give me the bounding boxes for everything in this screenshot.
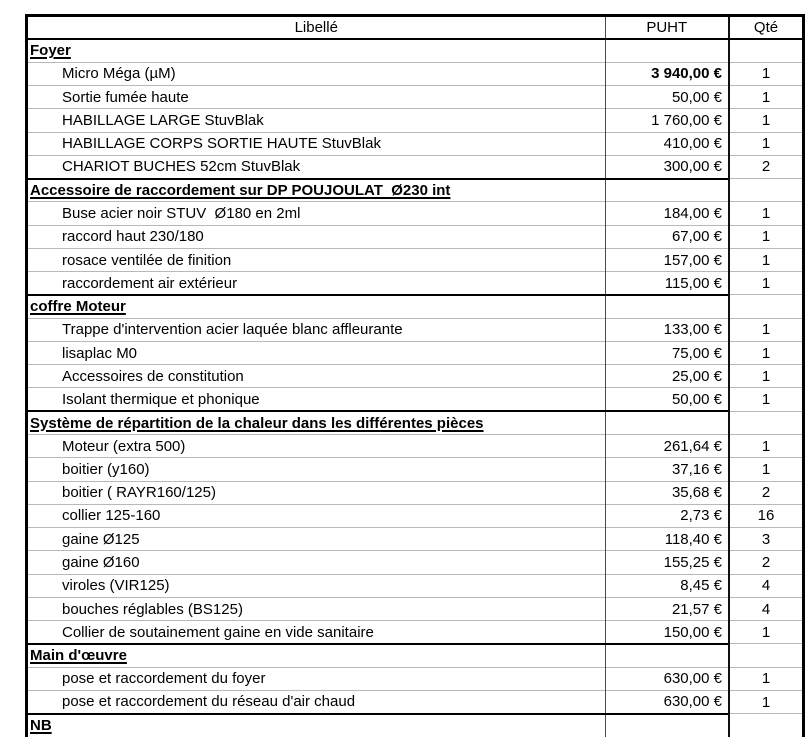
qty-cell: 4 [729, 574, 802, 597]
qty-cell: 1 [729, 225, 802, 248]
qty-cell: 1 [729, 388, 802, 411]
qty-cell: 1 [729, 341, 802, 364]
qty-cell: 16 [729, 504, 802, 527]
puht-cell: 157,00 € [605, 248, 729, 271]
puht-cell: 25,00 € [605, 365, 729, 388]
puht-cell: 1 760,00 € [605, 109, 729, 132]
puht-cell: 75,00 € [605, 341, 729, 364]
qty-cell: 1 [729, 202, 802, 225]
qty-cell [729, 714, 802, 737]
item-row [28, 341, 802, 364]
item-label-cell: Trappe d'intervention acier laquée blanc affleurante [28, 318, 605, 341]
item-label-cell: Buse acier noir STUV Ø180 en 2ml [28, 202, 605, 225]
puht-cell: 150,00 € [605, 621, 729, 644]
section-row [28, 179, 802, 202]
qty-cell: 3 [729, 528, 802, 551]
section-label-cell: Accessoire de raccordement sur DP POUJOULAT Ø230 int [28, 179, 605, 202]
qty-cell: 1 [729, 62, 802, 85]
puht-cell: 300,00 € [605, 155, 729, 178]
item-label-cell: gaine Ø125 [28, 528, 605, 551]
item-label-cell: CHARIOT BUCHES 52cm StuvBlak [28, 155, 605, 178]
puht-cell: 67,00 € [605, 225, 729, 248]
puht-cell [605, 411, 729, 434]
qty-cell: 2 [729, 155, 802, 178]
puht-cell: 184,00 € [605, 202, 729, 225]
quote-table [25, 14, 805, 737]
item-label-cell: boitier ( RAYR160/125) [28, 481, 605, 504]
item-row [28, 365, 802, 388]
item-row [28, 574, 802, 597]
item-row [28, 225, 802, 248]
item-row [28, 667, 802, 690]
item-row [28, 621, 802, 644]
item-label-cell: boitier (y160) [28, 458, 605, 481]
puht-cell: 35,68 € [605, 481, 729, 504]
item-row [28, 597, 802, 620]
qty-cell: 1 [729, 621, 802, 644]
section-row [28, 39, 802, 62]
item-row [28, 202, 802, 225]
column-header-qte: Qté [729, 17, 802, 39]
puht-cell [605, 179, 729, 202]
item-label-cell: Moteur (extra 500) [28, 435, 605, 458]
item-row [28, 504, 802, 527]
column-header-puht: PUHT [605, 17, 729, 39]
qty-cell [729, 411, 802, 434]
table-body [28, 39, 802, 737]
table-header [28, 17, 802, 39]
item-row [28, 109, 802, 132]
qty-cell: 4 [729, 597, 802, 620]
section-row [28, 714, 802, 737]
section-label-cell: NB [28, 714, 605, 737]
qty-cell: 1 [729, 365, 802, 388]
qty-cell: 1 [729, 132, 802, 155]
column-header-libelle: Libellé [28, 17, 605, 39]
item-row [28, 458, 802, 481]
item-row [28, 528, 802, 551]
item-row [28, 481, 802, 504]
item-label-cell: Micro Méga (µM) [28, 62, 605, 85]
qty-cell: 1 [729, 248, 802, 271]
qty-cell [729, 644, 802, 667]
qty-cell: 2 [729, 551, 802, 574]
qty-cell: 1 [729, 435, 802, 458]
puht-cell: 115,00 € [605, 272, 729, 295]
puht-cell: 118,40 € [605, 528, 729, 551]
qty-cell [729, 179, 802, 202]
item-row [28, 132, 802, 155]
section-label-cell: coffre Moteur [28, 295, 605, 318]
header-row [28, 17, 802, 39]
item-label-cell: viroles (VIR125) [28, 574, 605, 597]
puht-cell: 3 940,00 € [605, 62, 729, 85]
puht-cell: 155,25 € [605, 551, 729, 574]
item-label-cell: raccord haut 230/180 [28, 225, 605, 248]
puht-cell: 261,64 € [605, 435, 729, 458]
section-row [28, 295, 802, 318]
qty-cell: 2 [729, 481, 802, 504]
puht-cell: 8,45 € [605, 574, 729, 597]
qty-cell: 1 [729, 458, 802, 481]
item-label-cell: gaine Ø160 [28, 551, 605, 574]
item-label-cell: collier 125-160 [28, 504, 605, 527]
puht-cell: 50,00 € [605, 388, 729, 411]
item-label-cell: rosace ventilée de finition [28, 248, 605, 271]
item-row [28, 155, 802, 178]
qty-cell [729, 295, 802, 318]
puht-cell: 630,00 € [605, 667, 729, 690]
item-row [28, 86, 802, 109]
item-row [28, 318, 802, 341]
item-label-cell: pose et raccordement du foyer [28, 667, 605, 690]
puht-cell: 50,00 € [605, 86, 729, 109]
item-label-cell: Collier de soutainement gaine en vide sanitaire [28, 621, 605, 644]
qty-cell: 1 [729, 667, 802, 690]
puht-cell: 133,00 € [605, 318, 729, 341]
puht-cell: 630,00 € [605, 690, 729, 713]
item-label-cell: lisaplac M0 [28, 341, 605, 364]
item-label-cell: HABILLAGE LARGE StuvBlak [28, 109, 605, 132]
qty-cell [729, 39, 802, 62]
item-row [28, 388, 802, 411]
qty-cell: 1 [729, 318, 802, 341]
puht-cell [605, 644, 729, 667]
item-row [28, 690, 802, 713]
qty-cell: 1 [729, 690, 802, 713]
section-label-cell: Main d'œuvre [28, 644, 605, 667]
item-label-cell: HABILLAGE CORPS SORTIE HAUTE StuvBlak [28, 132, 605, 155]
item-label-cell: raccordement air extérieur [28, 272, 605, 295]
item-label-cell: pose et raccordement du réseau d'air chaud [28, 690, 605, 713]
puht-cell: 410,00 € [605, 132, 729, 155]
puht-cell [605, 714, 729, 737]
section-label-cell: Foyer [28, 39, 605, 62]
item-row [28, 272, 802, 295]
puht-cell: 21,57 € [605, 597, 729, 620]
puht-cell [605, 39, 729, 62]
item-label-cell: bouches réglables (BS125) [28, 597, 605, 620]
qty-cell: 1 [729, 86, 802, 109]
section-row [28, 411, 802, 434]
item-row [28, 248, 802, 271]
puht-cell [605, 295, 729, 318]
item-label-cell: Isolant thermique et phonique [28, 388, 605, 411]
section-label-cell: Système de répartition de la chaleur dans les différentes pièces [28, 411, 605, 434]
item-label-cell: Accessoires de constitution [28, 365, 605, 388]
item-row [28, 551, 802, 574]
puht-cell: 2,73 € [605, 504, 729, 527]
qty-cell: 1 [729, 109, 802, 132]
item-row [28, 435, 802, 458]
qty-cell: 1 [729, 272, 802, 295]
section-row [28, 644, 802, 667]
quote-table-grid [28, 17, 802, 737]
item-label-cell: Sortie fumée haute [28, 86, 605, 109]
item-row [28, 62, 802, 85]
puht-cell: 37,16 € [605, 458, 729, 481]
